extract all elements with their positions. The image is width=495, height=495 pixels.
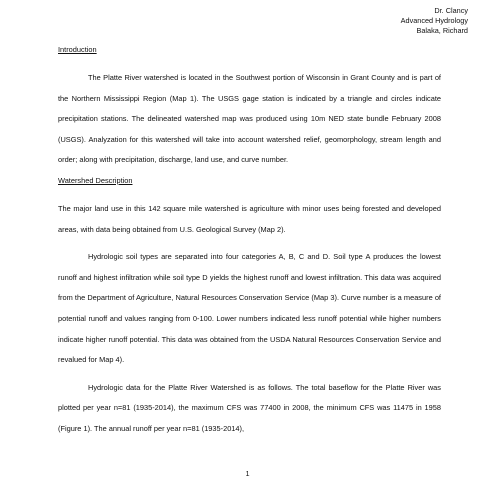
document-body: [58, 45, 441, 440]
header-course: Advanced Hydrology: [400, 16, 468, 25]
page-number: 1: [245, 469, 250, 478]
soil-types-paragraph: Hydrologic soil types are separated into four categories A, B, C and D. Soil type A produces the lowest runoff and highest infiltration while soil type D yields the highest runoff and lowest infiltration. This data was acquired from the Department of Agriculture, Natural Resources Conservation Service (Map 3). Curve number is a measure of potential runoff and values ranging from 0-100. Lower numbers indicated less runoff potential while higher numbers indicate higher runoff potential. This data was obtained from the USDA Natural Resources Conservation Service and revalued for Map 4).: [58, 252, 441, 365]
introduction-heading: Introduction: [58, 45, 97, 54]
land-use-paragraph: The major land use in this 142 square mile watershed is agriculture with minor uses being forested and developed areas, with data being obtained from U.S. Geological Survey (Map 2).: [58, 203, 441, 234]
header-author: Balaka, Richard: [416, 26, 468, 35]
watershed-description-heading: Watershed Description: [58, 175, 133, 185]
hydrologic-data-paragraph: Hydrologic data for the Platte River Watershed is as follows. The total baseflow for the Platte River was plotted per year n=81 (1935-2014), the maximum CFS was 77400 in 2008, the minimum CFS was 11475 in 1958 (Figure 1). The annual runoff per year n=81 (1935-2014),: [58, 382, 441, 433]
document-header: [401, 6, 468, 36]
header-instructor: Dr. Clancy: [434, 6, 468, 15]
introduction-paragraph: The Platte River watershed is located in the Southwest portion of Wisconsin in Grant County and is part of the Northern Mississippi Region (Map 1). The USGS gage station is indicated by a triangle and circles indicate precipitation stations. The delineated watershed map was produced using 10m NED state bundle February 2008 (USGS). Analyzation for this watershed will take into account watershed relief, geomorphology, stream length and order; along with precipitation, discharge, land use, and curve number.: [58, 73, 441, 165]
